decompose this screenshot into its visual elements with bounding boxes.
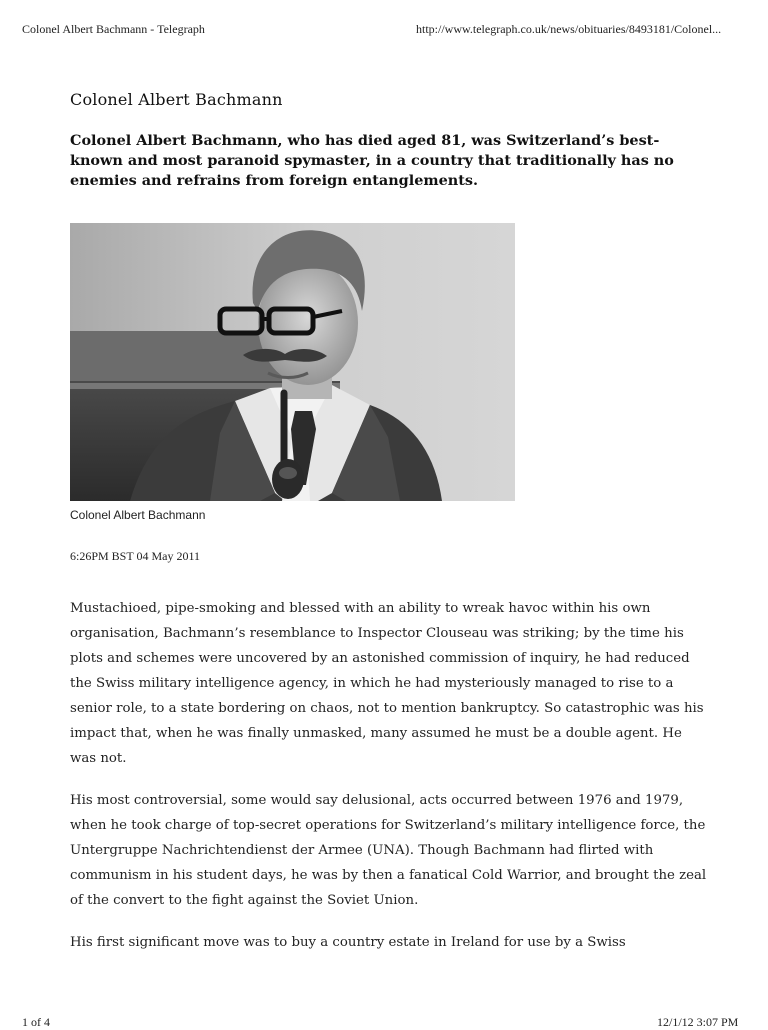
article-dateline: 6:26PM BST 04 May 2011 [70, 549, 201, 563]
article-standfirst: Colonel Albert Bachmann, who has died aged 81, was Switzerland’s best-known and most paranoid spymaster, in a country that traditionally has no enemies and refrains from foreign entanglements. [70, 132, 674, 189]
print-footer [0, 1015, 768, 1027]
portrait-photo [70, 223, 515, 501]
article-paragraph: Mustachioed, pipe-smoking and blessed with an ability to wreak havoc within his own organisation, Bachmann’s resemblance to Inspector Clouseau was striking; by the time his plots and schemes were uncovered by an astonished commission of inquiry, he had reduced the Swiss military intelligence agency, in which he had mysteriously managed to rise to a senior role, to a state bordering on chaos, not to mention bankruptcy. So catastrophic was his impact that, when he was finally unmasked, many assumed he must be a double agent. He was not. [70, 601, 704, 766]
page-count: 1 of 4 [22, 1015, 50, 1029]
print-page-title: Colonel Albert Bachmann - Telegraph [22, 22, 205, 36]
photo-caption: Colonel Albert Bachmann [70, 508, 206, 522]
print-url: http://www.telegraph.co.uk/news/obituaries/8493181/Colonel... [416, 22, 722, 36]
print-timestamp: 12/1/12 3:07 PM [657, 1015, 739, 1029]
article-paragraph: His first significant move was to buy a country estate in Ireland for use by a Swiss [70, 935, 626, 950]
print-header [0, 22, 768, 38]
article-headline: Colonel Albert Bachmann [70, 90, 283, 109]
article-paragraph: His most controversial, some would say delusional, acts occurred between 1976 and 1979, when he took charge of top-secret operations for Switzerland’s military intelligence force, the Untergruppe Nachrichtendienst der Armee (UNA). Though Bachmann had flirted with communism in his student days, he was by then a fanatical Cold Warrior, and brought the zeal of the convert to the fight against the Soviet Union. [70, 793, 707, 908]
